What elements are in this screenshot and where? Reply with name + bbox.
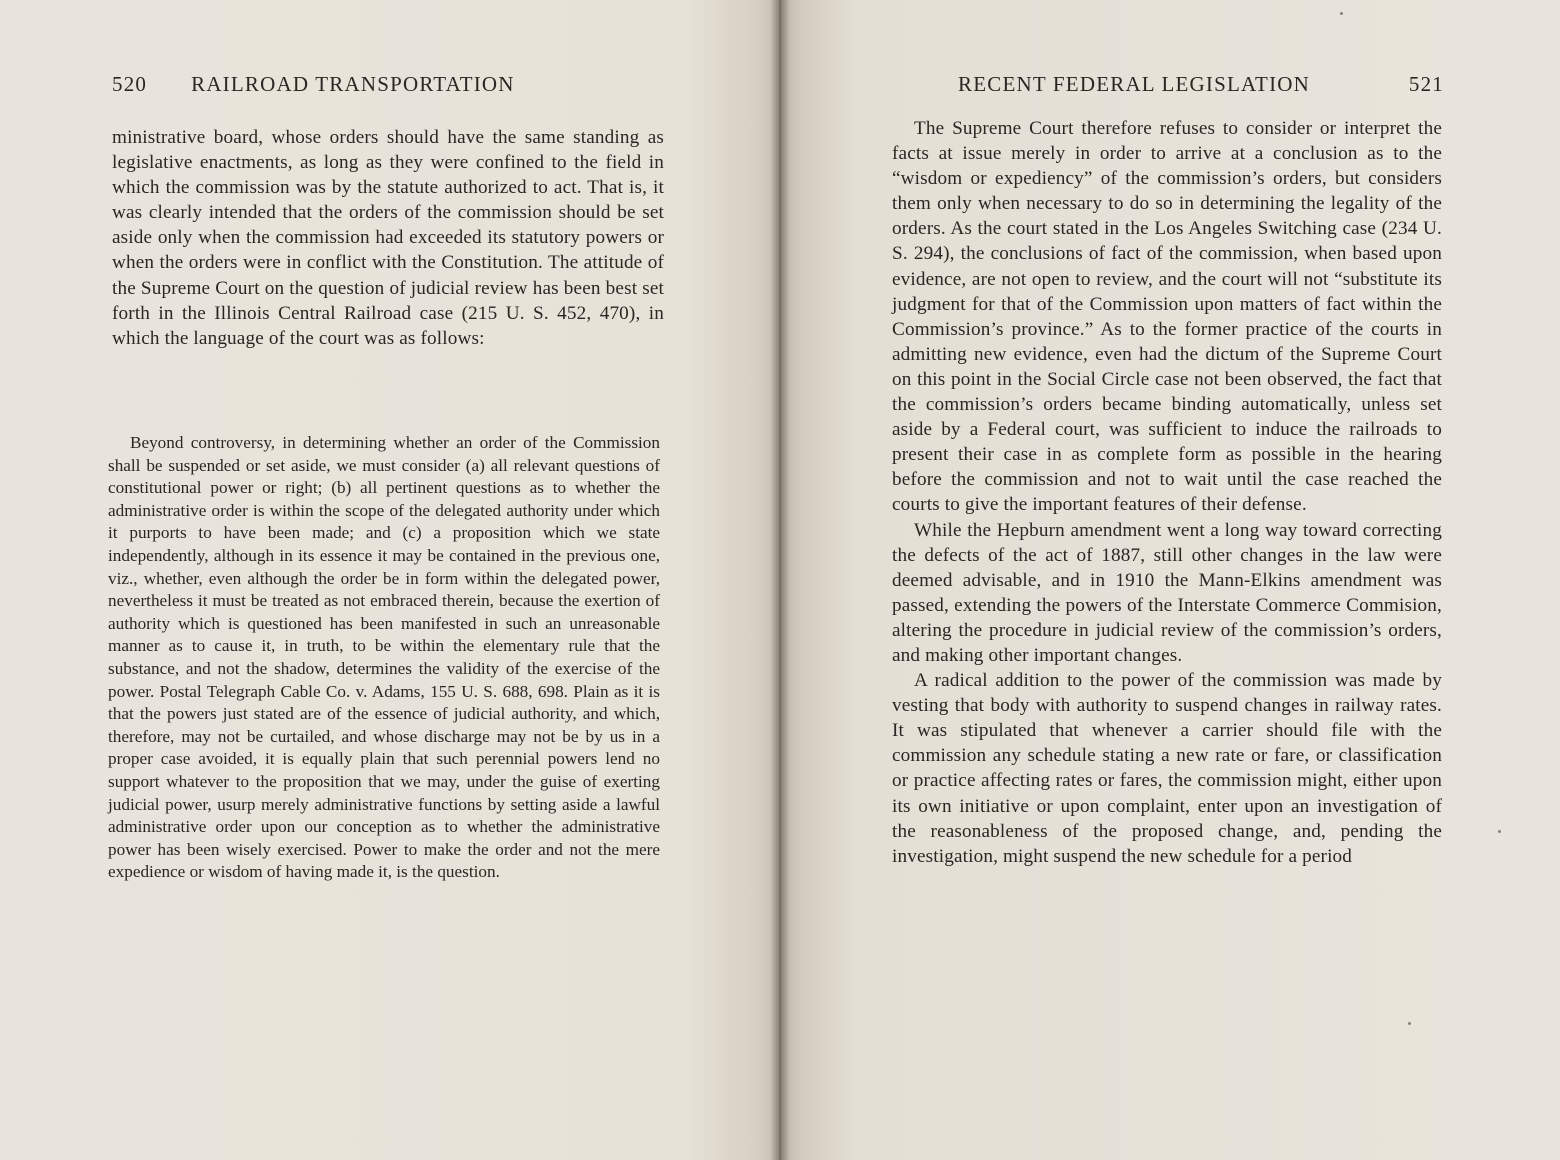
left-page-number: 520 xyxy=(112,72,148,96)
right-running-head xyxy=(958,72,1444,97)
left-body-text xyxy=(112,125,664,351)
right-paragraph-2: While the Hepburn amendment went a long way toward correcting the defects of the act of 1887, still other changes in the law were deemed advisable, and in 1910 the Mann-Elkins amendment was passed, extending the powers of the Interstate Commerce Commision, altering the procedure in judicial review of the commission’s orders, and making other important changes. xyxy=(892,519,1442,666)
paper-speck xyxy=(1340,12,1343,15)
left-running-head xyxy=(112,72,668,97)
paper-speck xyxy=(1498,830,1501,833)
right-body-text xyxy=(892,116,1442,869)
quote-text: Beyond controversy, in determining whether an order of the Commission shall be suspended or set aside, we must consider (a) all relevant questions of constitutional power or right; (b) all pertinent questions as to whether the administrative order is within the scope of the delegated authority under which it purports to have been made; and (c) a proposition which we state independently, although in its essence it may be contained in the previous one, viz., whether, even although the order be in form within the delegated power, nevertheless it must be treated as not embraced therein, because the exertion of authority which is questioned has been manifested in such an unreasonable manner as to cause it, in truth, to be within the elementary rule that the substance, and not the shadow, determines the validity of the exercise of the power. Postal Telegraph Cable Co. v. Adams, 155 U. S. 688, 698. Plain as it is that the powers just stated are of the essence of judicial authority, and which, therefore, may not be curtailed, and whose discharge may not be by us in a proper case avoided, it is equally plain that such perennial powers lend no support whatever to the proposition that we may, under the guise of exerting judicial power, usurp merely administrative functions by setting aside a lawful administrative order upon our conception as to whether the administrative power has been wisely exercised. Power to make the order and not the mere expedience or wisdom of having made it, is the question. xyxy=(108,433,660,882)
right-page xyxy=(780,0,1560,1160)
right-paragraph-3: A radical addition to the power of the commission was made by vesting that body with authority to suspend changes in railway rates. It was stipulated that whenever a carrier should file with the commission any schedule stating a new rate or fare, or classification or practice affecting rates or fares, the commission might, either upon its own initiative or upon complaint, enter upon an investigation of the reasonableness of the proposed change, and, pending the investigation, might suspend the new schedule for a period xyxy=(892,670,1442,867)
book-gutter xyxy=(770,0,790,1160)
paper-speck xyxy=(1408,1022,1411,1025)
left-paragraph: ministrative board, whose orders should have the same standing as legislative enactments, as long as they were confined to the field in which the commission was by the statute authorized to act. That is, it was clearly intended that the orders of the commission should be set aside only when the commission had exceeded its statutory powers or when the orders were in conflict with the Constitution. The attitude of the Supreme Court on the question of judicial review has been best set forth in the Illinois Central Railroad case (215 U. S. 452, 470), in which the language of the court was as follows: xyxy=(112,127,664,349)
right-page-number: 521 xyxy=(1408,72,1444,96)
right-paragraph-1: The Supreme Court therefore refuses to consider or interpret the facts at issue merely in order to arrive at a conclusion as to the “wisdom or expediency” of the commission’s orders, but considers them only when necessary to do so in determining the legality of the orders. As the court stated in the Los Angeles Switching case (234 U. S. 294), the conclusions of fact of the commission, when based upon evidence, are not open to review, and the court will not “substitute its judgment for that of the Commission upon matters of fact within the Commission’s province.” As to the former practice of the courts in admitting new evidence, even had the dictum of the Supreme Court on this point in the Social Circle case not been observed, the fact that the commission’s orders became binding automatically, unless set aside by a Federal court, was sufficient to induce the railroads to present their case in as complete form as possible in the hearing before the commission and not to wait until the case reached the courts to give the important features of their defense. xyxy=(892,118,1442,516)
left-running-title: RAILROAD TRANSPORTATION xyxy=(191,72,515,96)
right-running-title: RECENT FEDERAL LEGISLATION xyxy=(958,72,1311,96)
block-quote xyxy=(108,432,660,884)
